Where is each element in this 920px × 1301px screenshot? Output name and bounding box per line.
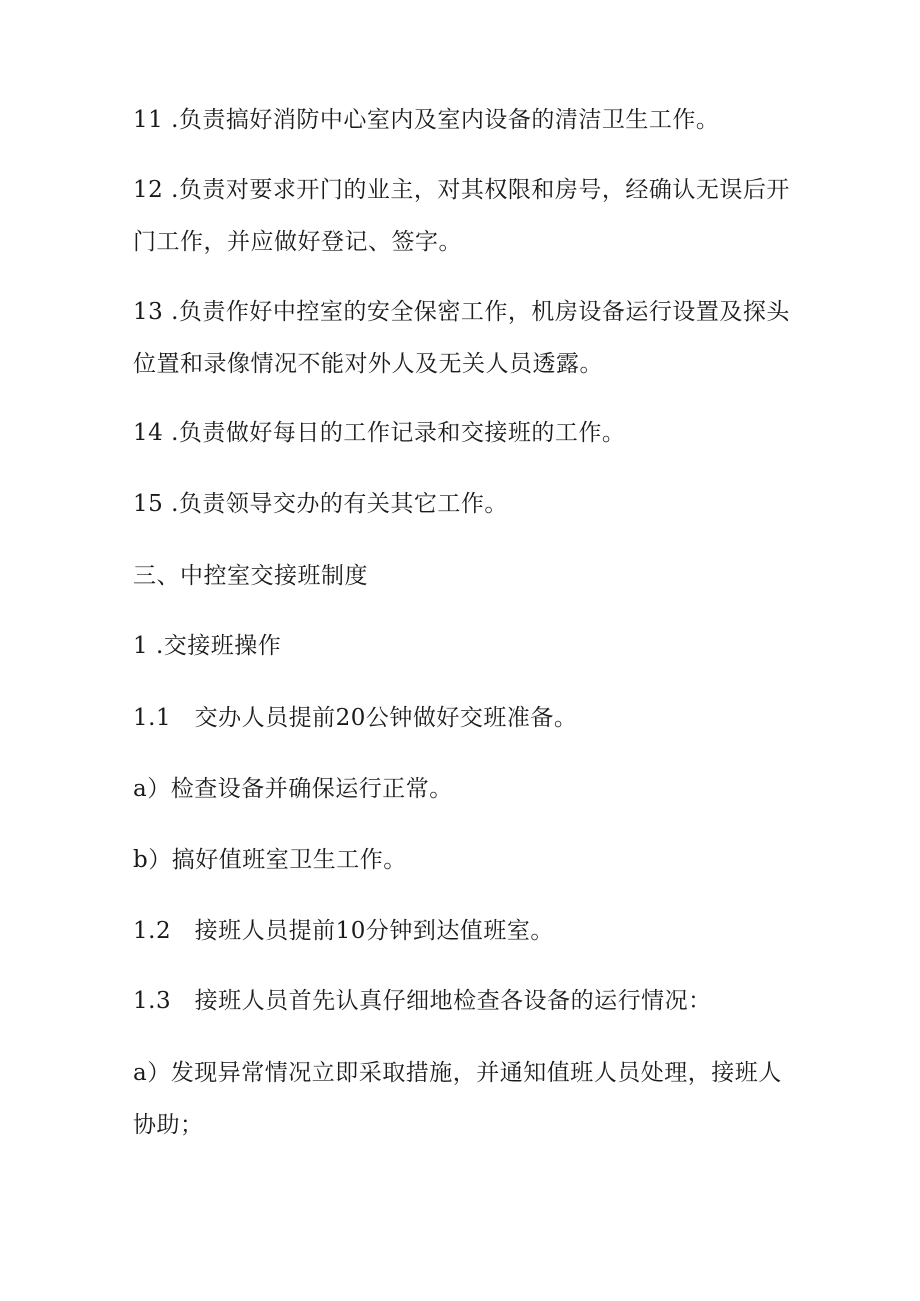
paragraph-item-1-3: 1.3 接班人员首先认真仔细地检查各设备的运行情况： (133, 988, 712, 1014)
paragraph-item-11: 11 .负责搞好消防中心室内及室内设备的清洁卫生工作。 (133, 107, 720, 133)
paragraph-item-12: 12 .负责对要求开门的业主，对其权限和房号，经确认无误后开门工作，并应做好登记、签字。 (133, 177, 790, 255)
paragraph-item-1-1: 1.1 交办人员提前20公钟做好交班准备。 (133, 705, 578, 731)
paragraph-item-14: 14 .负责做好每日的工作记录和交接班的工作。 (133, 420, 626, 446)
paragraph-item-a-2: a）发现异常情况立即采取措施，并通知值班人员处理，接班人协助； (133, 1060, 782, 1138)
subsection-heading: 1 .交接班操作 (133, 633, 282, 659)
section-heading: 三、中控室交接班制度 (133, 563, 368, 589)
paragraph-item-a: a）检查设备并确保运行正常。 (133, 776, 453, 802)
paragraph-item-13: 13 .负责作好中控室的安全保密工作，机房设备运行设置及探头位置和录像情况不能对外人及无关人员透露。 (133, 299, 790, 377)
paragraph-item-15: 15 .负责领导交办的有关其它工作。 (133, 491, 508, 517)
paragraph-item-b: b）搞好值班室卫生工作。 (133, 847, 407, 873)
paragraph-item-1-2: 1.2 接班人员提前10分钟到达值班室。 (133, 918, 554, 944)
